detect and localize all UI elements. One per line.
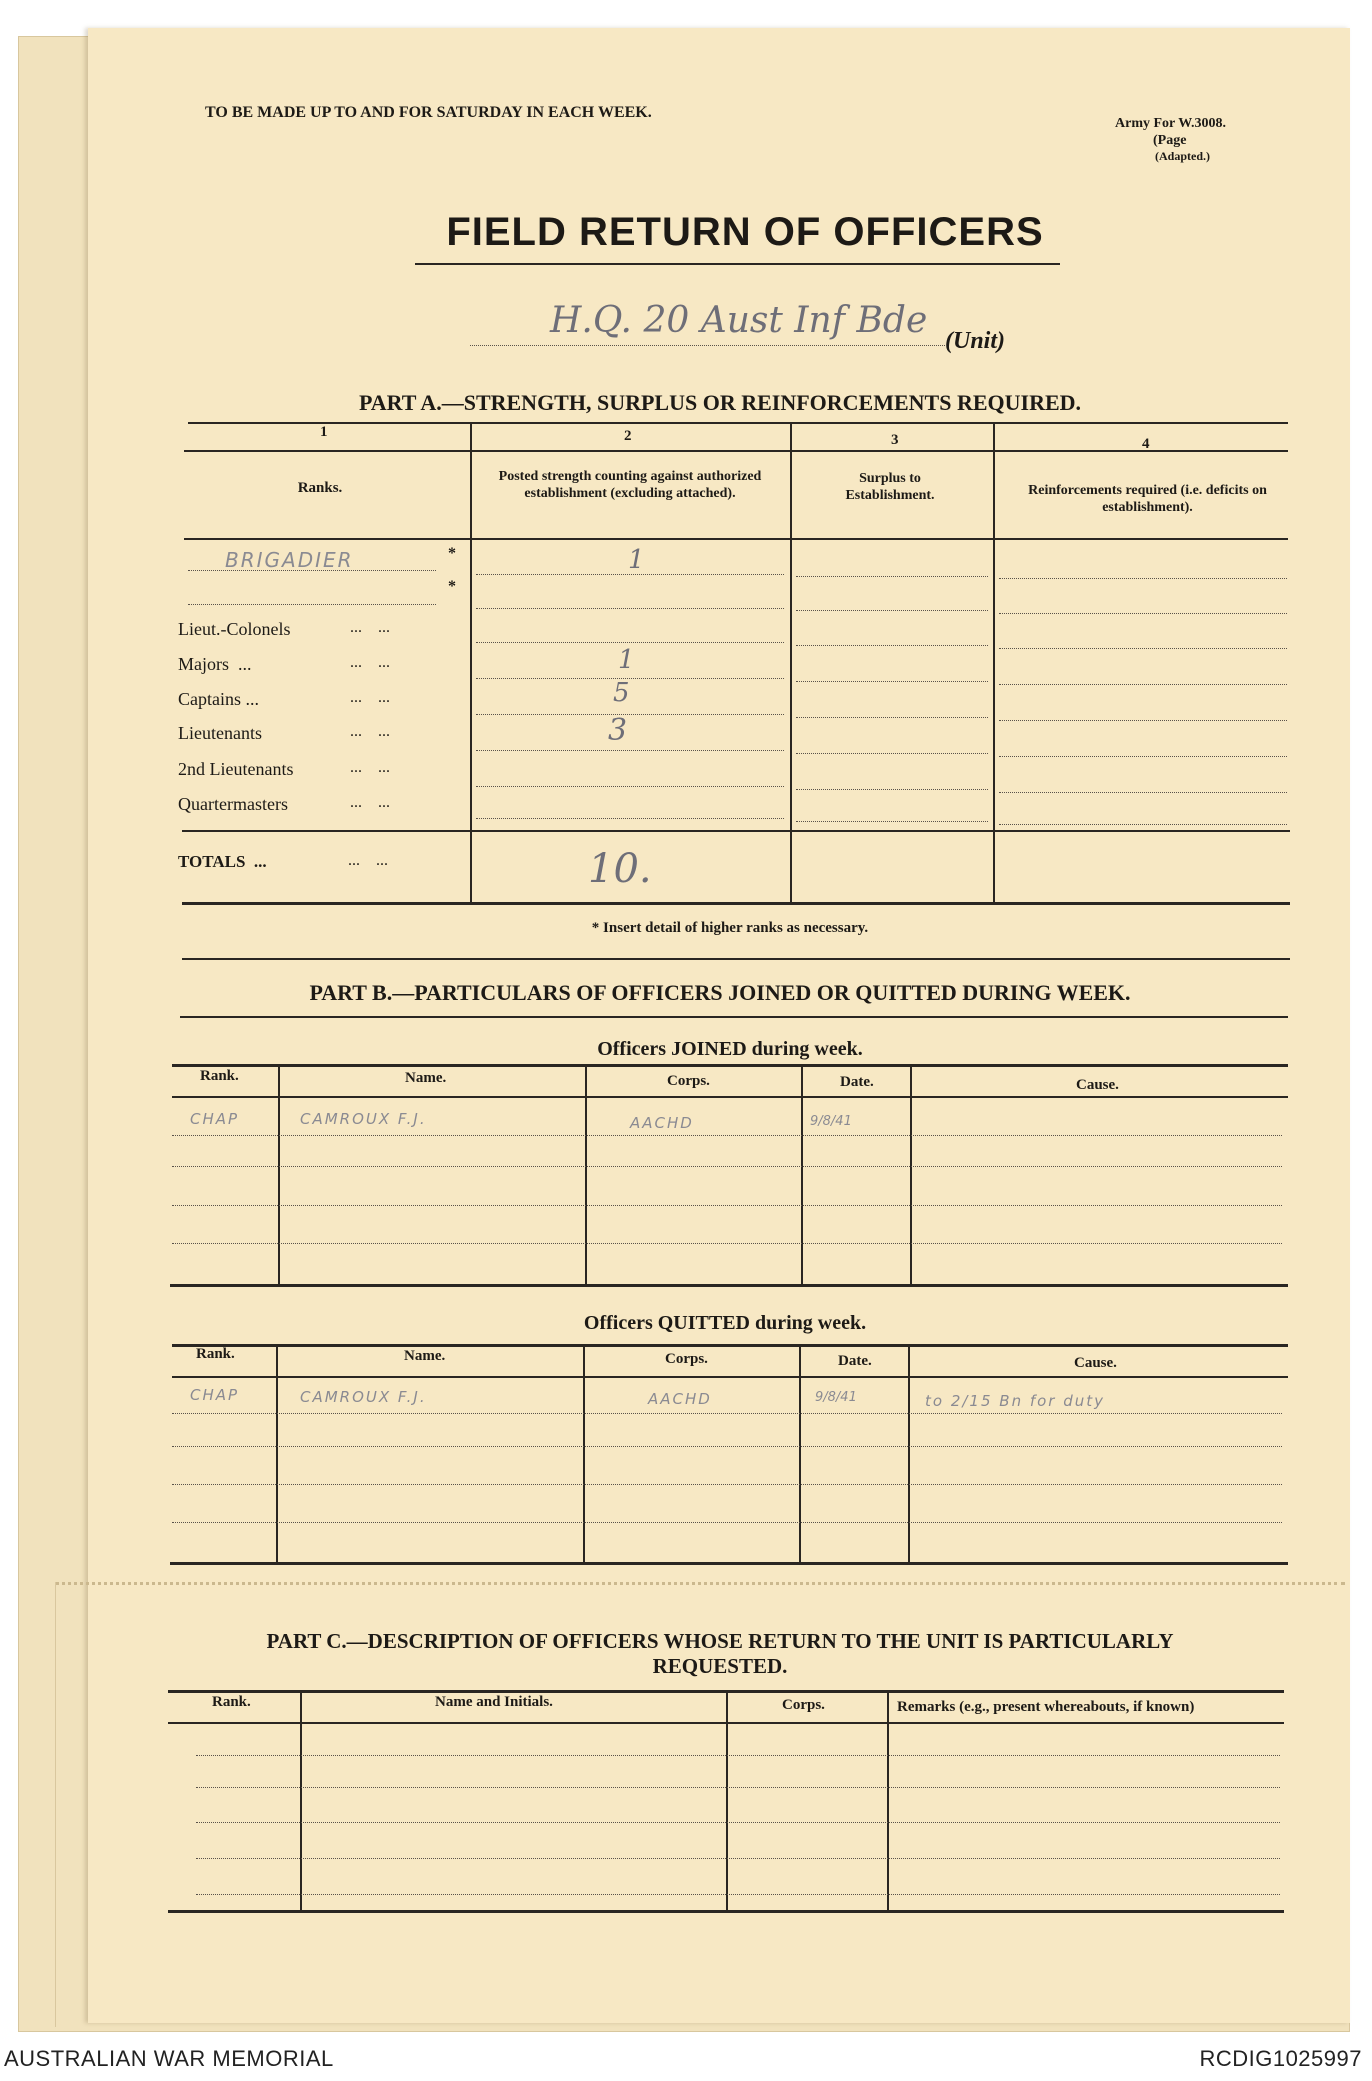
rank-row-3-dots: ... ...	[350, 619, 390, 636]
part-c-rule-3	[196, 1822, 1280, 1823]
col-header-reinforcements: Reinforcements required (i.e. deficits on establishment).	[1028, 483, 1267, 515]
surplus-rule-1	[796, 576, 988, 577]
joined-title: Officers JOINED during week.	[597, 1038, 863, 1060]
joined-rule-1	[172, 1135, 1282, 1136]
quitted-row-corps: AACHD	[648, 1390, 712, 1408]
flap-edge	[55, 1582, 56, 2027]
joined-row-date: 9/8/41	[810, 1114, 852, 1129]
rank-row-2-mark: *	[448, 578, 456, 595]
joined-divider-4	[910, 1064, 912, 1284]
rank-row-5-dots: ... ...	[350, 689, 390, 706]
surplus-rule-7	[796, 789, 988, 790]
posted-rule-3	[476, 642, 784, 643]
footnote: * Insert detail of higher ranks as necessary.	[591, 920, 869, 936]
surplus-rule-6	[796, 753, 988, 754]
quitted-rule-2	[172, 1446, 1282, 1447]
rank-row-1-mark: *	[448, 545, 456, 562]
col-number-2: 2	[624, 428, 632, 444]
totals-value: 10.	[588, 846, 652, 892]
part-c-rule-2	[196, 1787, 1280, 1788]
col-header-posted: Posted strength counting against authorized establishment (excluding attached).	[498, 469, 762, 501]
joined-row-name: CAMROUX F.J.	[300, 1110, 427, 1128]
quitted-rule-3	[172, 1484, 1282, 1485]
joined-divider-2	[585, 1064, 587, 1284]
rank-row-4-dots: ... ...	[350, 654, 390, 671]
posted-rule-6	[476, 750, 784, 751]
posted-rule-7	[476, 786, 784, 787]
rank-row-1-dots	[188, 570, 436, 571]
quitted-divider-1	[276, 1344, 278, 1562]
rank-row-3: Lieut.-Colonels	[178, 619, 291, 639]
part-a-bottom-rule	[182, 902, 1290, 905]
col-header-ranks: Ranks.	[297, 480, 343, 496]
posted-rule-1	[476, 574, 784, 575]
part-c-col-rank: Rank.	[212, 1694, 251, 1710]
reinf-rule-1	[999, 578, 1287, 579]
unit-value: H.Q. 20 Aust Inf Bde	[550, 300, 928, 341]
quitted-divider-2	[583, 1344, 585, 1562]
reinf-rule-2	[999, 613, 1287, 614]
posted-row-4: 1	[618, 645, 635, 675]
quitted-bottom-rule	[170, 1562, 1288, 1565]
surplus-rule-4	[796, 681, 988, 682]
footer-left: AUSTRALIAN WAR MEMORIAL	[4, 2046, 334, 2071]
form-adapted: (Adapted.)	[1155, 149, 1211, 163]
rank-row-8-dots: ... ...	[350, 794, 390, 811]
rank-row-6: Lieutenants	[178, 723, 262, 743]
part-c-rule-4	[196, 1858, 1280, 1859]
reinf-rule-3	[999, 648, 1287, 649]
reinf-rule-4	[999, 684, 1287, 685]
page-title: FIELD RETURN OF OFFICERS	[446, 210, 1044, 254]
rank-row-2-dots	[188, 604, 436, 605]
joined-col-rank: Rank.	[200, 1068, 239, 1084]
rank-row-8: Quartermasters	[178, 794, 288, 814]
joined-col-name: Name.	[405, 1070, 447, 1086]
posted-rule-8	[476, 818, 784, 819]
quitted-divider-4	[908, 1344, 910, 1562]
rank-row-1: BRIGADIER	[225, 548, 354, 572]
rank-row-7: 2nd Lieutenants	[178, 759, 294, 779]
joined-divider-1	[278, 1064, 280, 1284]
col-number-3: 3	[891, 432, 899, 448]
quitted-row-cause: to 2/15 Bn for duty	[925, 1392, 1106, 1410]
col-header-surplus: Surplus to Establishment.	[845, 471, 935, 503]
posted-rule-2	[476, 608, 784, 609]
joined-row-corps: AACHD	[630, 1114, 694, 1132]
joined-top-rule	[172, 1064, 1288, 1067]
quitted-rule-4	[172, 1522, 1282, 1523]
quitted-col-corps: Corps.	[665, 1351, 708, 1367]
col-number-4: 4	[1142, 436, 1150, 452]
joined-divider-3	[801, 1064, 803, 1284]
col-number-1: 1	[320, 424, 328, 440]
title-underline	[415, 263, 1060, 265]
part-c-divider-3	[887, 1690, 889, 1910]
joined-col-cause: Cause.	[1076, 1077, 1119, 1093]
quitted-divider-3	[799, 1344, 801, 1562]
joined-rule-4	[172, 1243, 1282, 1244]
posted-rule-4	[476, 678, 784, 679]
unit-label: (Unit)	[945, 328, 1005, 354]
quitted-rule-1	[172, 1413, 1282, 1414]
joined-col-date: Date.	[840, 1074, 874, 1090]
rank-row-7-dots: ... ...	[350, 759, 390, 776]
part-c-rule-5	[196, 1894, 1280, 1895]
form-page: (Page	[1153, 133, 1187, 148]
joined-header-rule	[172, 1096, 1288, 1098]
part-a-heading: PART A.—STRENGTH, SURPLUS OR REINFORCEMENTS REQUIRED.	[358, 390, 1082, 415]
part-c-heading-line1: PART C.—DESCRIPTION OF OFFICERS WHOSE RETURN TO THE UNIT IS PARTICULARLY	[266, 1629, 1174, 1653]
quitted-row-date: 9/8/41	[815, 1390, 857, 1405]
perforation-line	[55, 1582, 1345, 1585]
part-a-totals-rule	[182, 830, 1290, 832]
quitted-col-date: Date.	[838, 1353, 872, 1369]
part-c-col-name: Name and Initials.	[435, 1694, 553, 1710]
part-c-heading-line2: REQUESTED.	[652, 1654, 788, 1678]
quitted-col-cause: Cause.	[1074, 1355, 1117, 1371]
part-b-top-rule	[180, 1016, 1288, 1018]
part-a-top-rule	[188, 422, 1288, 424]
part-c-col-corps: Corps.	[782, 1697, 825, 1713]
reinf-rule-7	[999, 792, 1287, 793]
posted-row-1: 1	[628, 545, 645, 575]
reinf-rule-5	[999, 720, 1287, 721]
header-note: TO BE MADE UP TO AND FOR SATURDAY IN EACH WEEK.	[205, 104, 652, 121]
quitted-row-rank: CHAP	[190, 1386, 240, 1404]
posted-row-5: 5	[613, 678, 630, 708]
joined-row-rank: CHAP	[190, 1110, 240, 1128]
footnote-rule	[182, 958, 1290, 960]
posted-row-6: 3	[608, 713, 628, 748]
surplus-rule-3	[796, 645, 988, 646]
part-c-col-remarks: Remarks (e.g., present whereabouts, if known)	[897, 1699, 1195, 1715]
part-c-divider-2	[726, 1690, 728, 1910]
joined-rule-2	[172, 1166, 1282, 1167]
surplus-rule-5	[796, 717, 988, 718]
part-b-heading: PART B.—PARTICULARS OF OFFICERS JOINED OR QUITTED DURING WEEK.	[309, 980, 1131, 1005]
surplus-rule-2	[796, 610, 988, 611]
reinf-rule-6	[999, 756, 1287, 757]
part-c-bottom-rule	[168, 1910, 1284, 1913]
joined-bottom-rule	[170, 1284, 1288, 1287]
quitted-header-rule	[172, 1376, 1288, 1378]
rank-row-5: Captains ...	[178, 689, 259, 709]
reinf-rule-8	[999, 824, 1287, 825]
footer-right: RCDIG1025997	[1199, 2046, 1362, 2071]
quitted-top-rule	[172, 1344, 1288, 1347]
posted-rule-5	[476, 714, 784, 715]
joined-rule-3	[172, 1205, 1282, 1206]
rank-row-4: Majors ...	[178, 654, 252, 674]
quitted-row-name: CAMROUX F.J.	[300, 1388, 427, 1406]
quitted-title: Officers QUITTED during week.	[583, 1312, 867, 1334]
part-c-divider-1	[300, 1690, 302, 1910]
unit-dotted-line	[470, 345, 945, 346]
joined-col-corps: Corps.	[667, 1073, 710, 1089]
quitted-col-name: Name.	[404, 1348, 446, 1364]
totals-dots: ... ...	[348, 852, 388, 869]
form-number: Army For W.3008.	[1115, 116, 1226, 131]
part-a-number-rule	[184, 450, 1288, 452]
totals-label: TOTALS ...	[178, 852, 267, 871]
quitted-col-rank: Rank.	[196, 1346, 235, 1362]
surplus-rule-8	[796, 821, 988, 822]
part-c-rule-1	[196, 1755, 1280, 1756]
part-a-header-rule	[184, 538, 1288, 540]
rank-row-6-dots: ... ...	[350, 723, 390, 740]
